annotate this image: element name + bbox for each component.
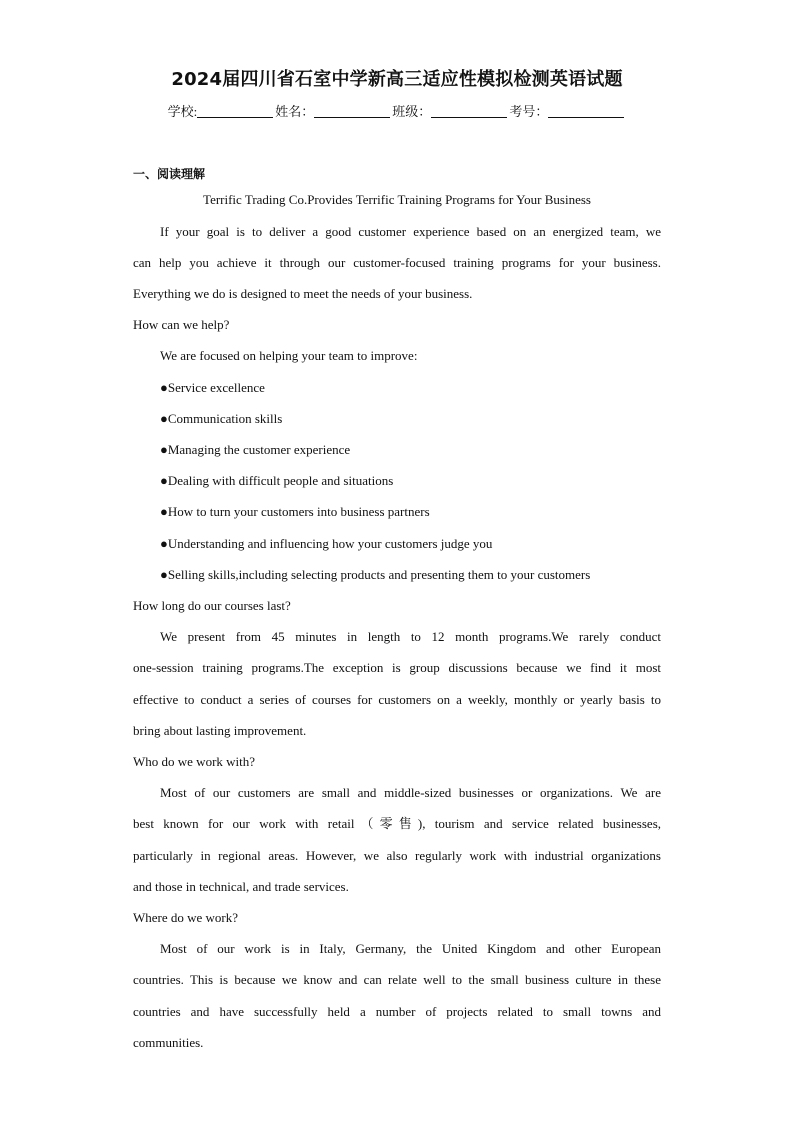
paragraph-line: We are focused on helping your team to improve: <box>160 348 418 363</box>
question-heading: Where do we work? <box>133 910 239 925</box>
paragraph-line: We present from 45 minutes in length to 12 month programs.We rarely conduct <box>160 629 661 644</box>
paragraph-line: Most of our work is in Italy, Germany, the United Kingdom and other European <box>160 941 661 956</box>
name-label: 姓名： <box>275 104 315 119</box>
passage-title: Terrific Trading Co.Provides Terrific Training Programs for Your Business <box>203 192 591 207</box>
bullet-item: ●Managing the customer experience <box>160 442 351 457</box>
school-blank[interactable] <box>197 103 273 118</box>
paragraph-line: can help you achieve it through our customer-focused training programs for your business. <box>133 255 661 270</box>
question-heading: How long do our courses last? <box>133 598 291 613</box>
exam-title: 2024届四川省石室中学新高三适应性模拟检测英语试题 <box>171 69 623 90</box>
name-blank[interactable] <box>314 103 390 118</box>
class-label: 班级： <box>392 104 432 119</box>
class-blank[interactable] <box>431 103 507 118</box>
paragraph-line: one-session training programs.The exception is group discussions because we find it most <box>133 660 661 675</box>
paragraph-line: communities. <box>133 1035 204 1050</box>
paragraph-line: Most of our customers are small and middle-sized businesses or organizations. We are <box>160 785 661 800</box>
exam-number-blank[interactable] <box>548 103 624 118</box>
bullet-item: ●Selling skills,including selecting products and presenting them to your customers <box>160 567 591 582</box>
student-info-line <box>0 101 794 123</box>
question-heading: Who do we work with? <box>133 754 256 769</box>
paragraph-line: and those in technical, and trade services. <box>133 879 349 894</box>
bullet-item: ●Communication skills <box>160 411 283 426</box>
paragraph-line: particularly in regional areas. However, we also regularly work with industrial organizations <box>133 848 661 863</box>
paragraph-line: bring about lasting improvement. <box>133 723 307 738</box>
bullet-item: ●Service excellence <box>160 380 265 395</box>
paragraph-line: countries. This is because we know and can relate well to the small business culture in these <box>133 972 661 987</box>
paragraph-line: countries and have successfully held a number of projects related to small towns and <box>133 1004 661 1019</box>
paragraph-line: effective to conduct a series of courses for customers on a weekly, monthly or yearly basis to <box>133 692 661 707</box>
paragraph-line: If your goal is to deliver a good customer experience based on an energized team, we <box>160 224 661 239</box>
bullet-item: ●How to turn your customers into business partners <box>160 504 430 519</box>
school-label: 学校: <box>167 104 198 119</box>
question-heading: How can we help? <box>133 317 230 332</box>
paragraph-line: Everything we do is designed to meet the needs of your business. <box>133 286 473 301</box>
section-heading: 一、阅读理解 <box>133 167 206 181</box>
exam-number-label: 考号： <box>509 104 549 119</box>
bullet-item: ●Understanding and influencing how your customers judge you <box>160 536 493 551</box>
bullet-item: ●Dealing with difficult people and situations <box>160 473 394 488</box>
paragraph-line: best known for our work with retail（零售), tourism and service related businesses, <box>133 816 661 831</box>
